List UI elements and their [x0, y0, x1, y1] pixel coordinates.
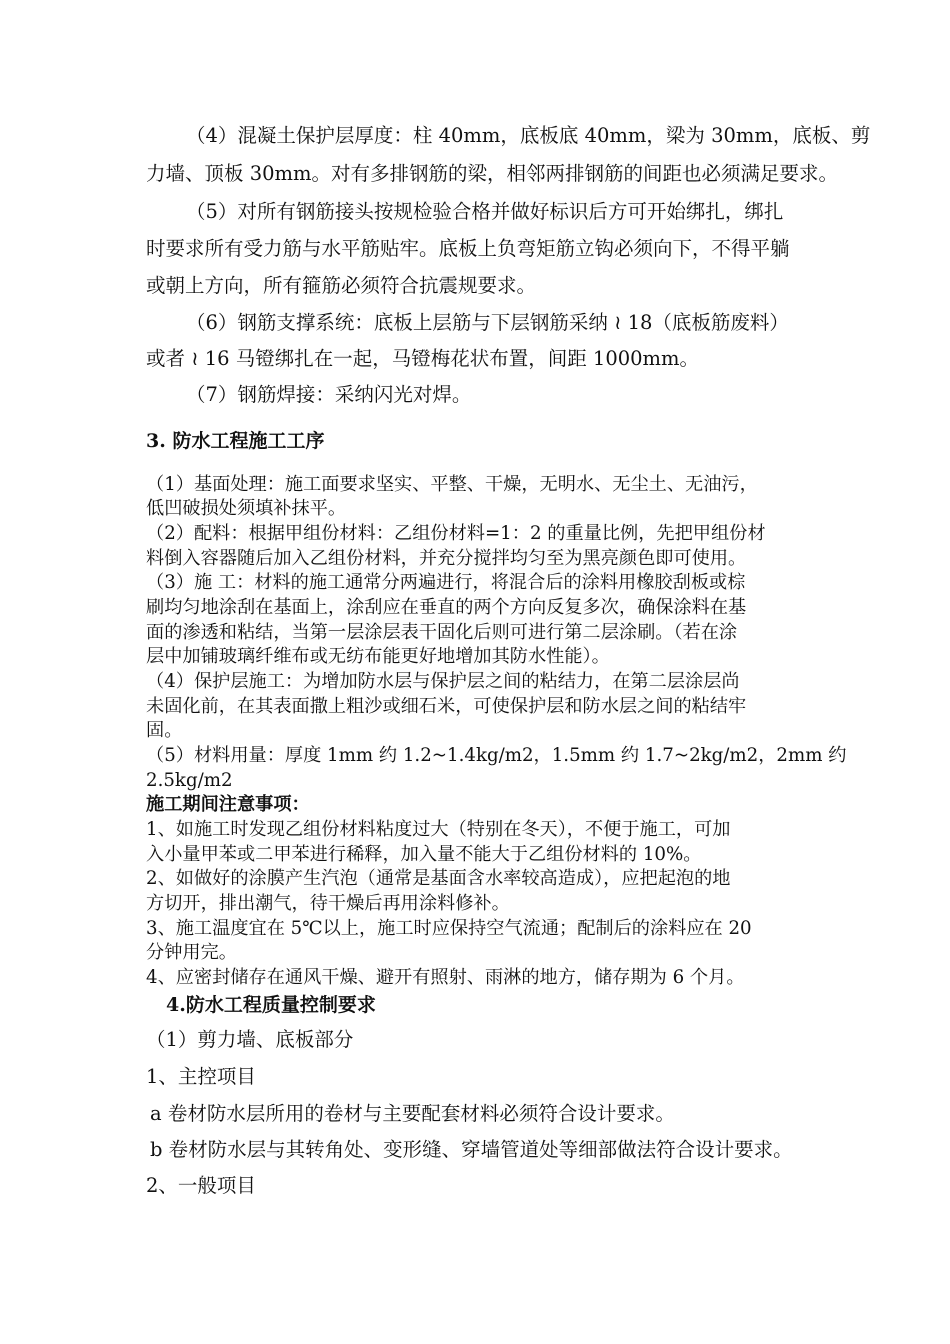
- text-line: 面的渗透和粘结，当第一层涂层表干固化后则可进行第二层涂刷。（若在涂: [146, 622, 738, 643]
- text-line: （5）对所有钢筋接头按规检验合格并做好标识后方可开始绑扎，绑扎: [186, 200, 784, 223]
- text-line: 分钟用完。: [146, 942, 237, 963]
- text-line: （3）施 工：材料的施工通常分两遍进行，将混合后的涂料用橡胶刮板或棕: [146, 572, 746, 593]
- text-line: （1）剪力墙、底板部分: [146, 1028, 354, 1051]
- text-line: 固。: [146, 720, 183, 741]
- text-line: 未固化前，在其表面撒上粗沙或细石米，可使保护层和防水层之间的粘结牢: [146, 696, 747, 717]
- notes-heading: 施工期间注意事项：: [146, 794, 310, 815]
- text-line: （5）材料用量：厚度 1mm 约 1.2~1.4kg/m2，1.5mm 约 1.7~2kg/m2，2mm 约: [146, 745, 847, 766]
- text-line: 2、如做好的涂膜产生汽泡（通常是基面含水率较高造成），应把起泡的地: [146, 868, 731, 889]
- text-line: 力墙、顶板 30mm。对有多排钢筋的梁，相邻两排钢筋的间距也必须满足要求。: [146, 162, 838, 185]
- text-line: （1）基面处理：施工面要求坚实、平整、干燥，无明水、无尘土、无油污，: [146, 474, 758, 495]
- text-line: 层中加铺玻璃纤维布或无纺布能更好地增加其防水性能）。: [146, 646, 610, 667]
- text-line: 4、应密封储存在通风干燥、避开有照射、雨淋的地方，储存期为 6 个月。: [146, 967, 745, 988]
- text-line: （4）保护层施工：为增加防水层与保护层之间的粘结力，在第二层涂层尚: [146, 671, 740, 692]
- text-line: b 卷材防水层与其转角处、变形缝、穿墙管道处等细部做法符合设计要求。: [150, 1138, 793, 1161]
- text-line: 2、一般项目: [146, 1174, 256, 1197]
- text-line: 刷均匀地涂刮在基面上，涂刮应在垂直的两个方向反复多次，确保涂料在基: [146, 597, 747, 618]
- text-line: 料倒入容器随后加入乙组份材料，并充分搅拌均匀至为黑亮颜色即可使用。: [146, 548, 747, 569]
- text-line: （7）钢筋焊接：采纳闪光对焊。: [186, 383, 472, 406]
- text-line: （6）钢筋支撑系统：底板上层筋与下层钢筋采纳 ≀ 18（底板筋废料）: [186, 311, 789, 334]
- text-line: 3、施工温度宜在 5℃以上，施工时应保持空气流通；配制后的涂料应在 20: [146, 918, 752, 939]
- text-line: （2）配料：根据甲组份材料：乙组份材料=1：2 的重量比例，先把甲组份材: [146, 523, 766, 544]
- section-heading: 4.防水工程质量控制要求: [166, 994, 376, 1016]
- text-line: 时要求所有受力筋与水平筋贴牢。底板上负弯矩筋立钩必须向下，不得平躺: [146, 237, 790, 260]
- text-line: 1、如施工时发现乙组份材料粘度过大（特别在冬天），不便于施工，可加: [146, 819, 731, 840]
- text-line: （4）混凝土保护层厚度：柱 40mm，底板底 40mm，梁为 30mm，底板、剪: [186, 124, 871, 147]
- text-line: a 卷材防水层所用的卷材与主要配套材料必须符合设计要求。: [150, 1102, 675, 1125]
- text-line: 2.5kg/m2: [146, 770, 233, 791]
- text-line: 低凹破损处须填补抹平。: [146, 498, 347, 519]
- text-line: 入小量甲苯或二甲苯进行稀释，加入量不能大于乙组份材料的 10%。: [146, 844, 702, 865]
- text-line: 或者 ≀ 16 马镫绑扎在一起，马镫梅花状布置，间距 1000mm。: [146, 347, 700, 370]
- section-heading: 3. 防水工程施工工序: [146, 430, 325, 452]
- text-line: 或朝上方向，所有箍筋必须符合抗震规要求。: [146, 274, 537, 297]
- text-line: 1、主控项目: [146, 1065, 256, 1088]
- text-line: 方切开，排出潮气，待干燥后再用涂料修补。: [146, 893, 510, 914]
